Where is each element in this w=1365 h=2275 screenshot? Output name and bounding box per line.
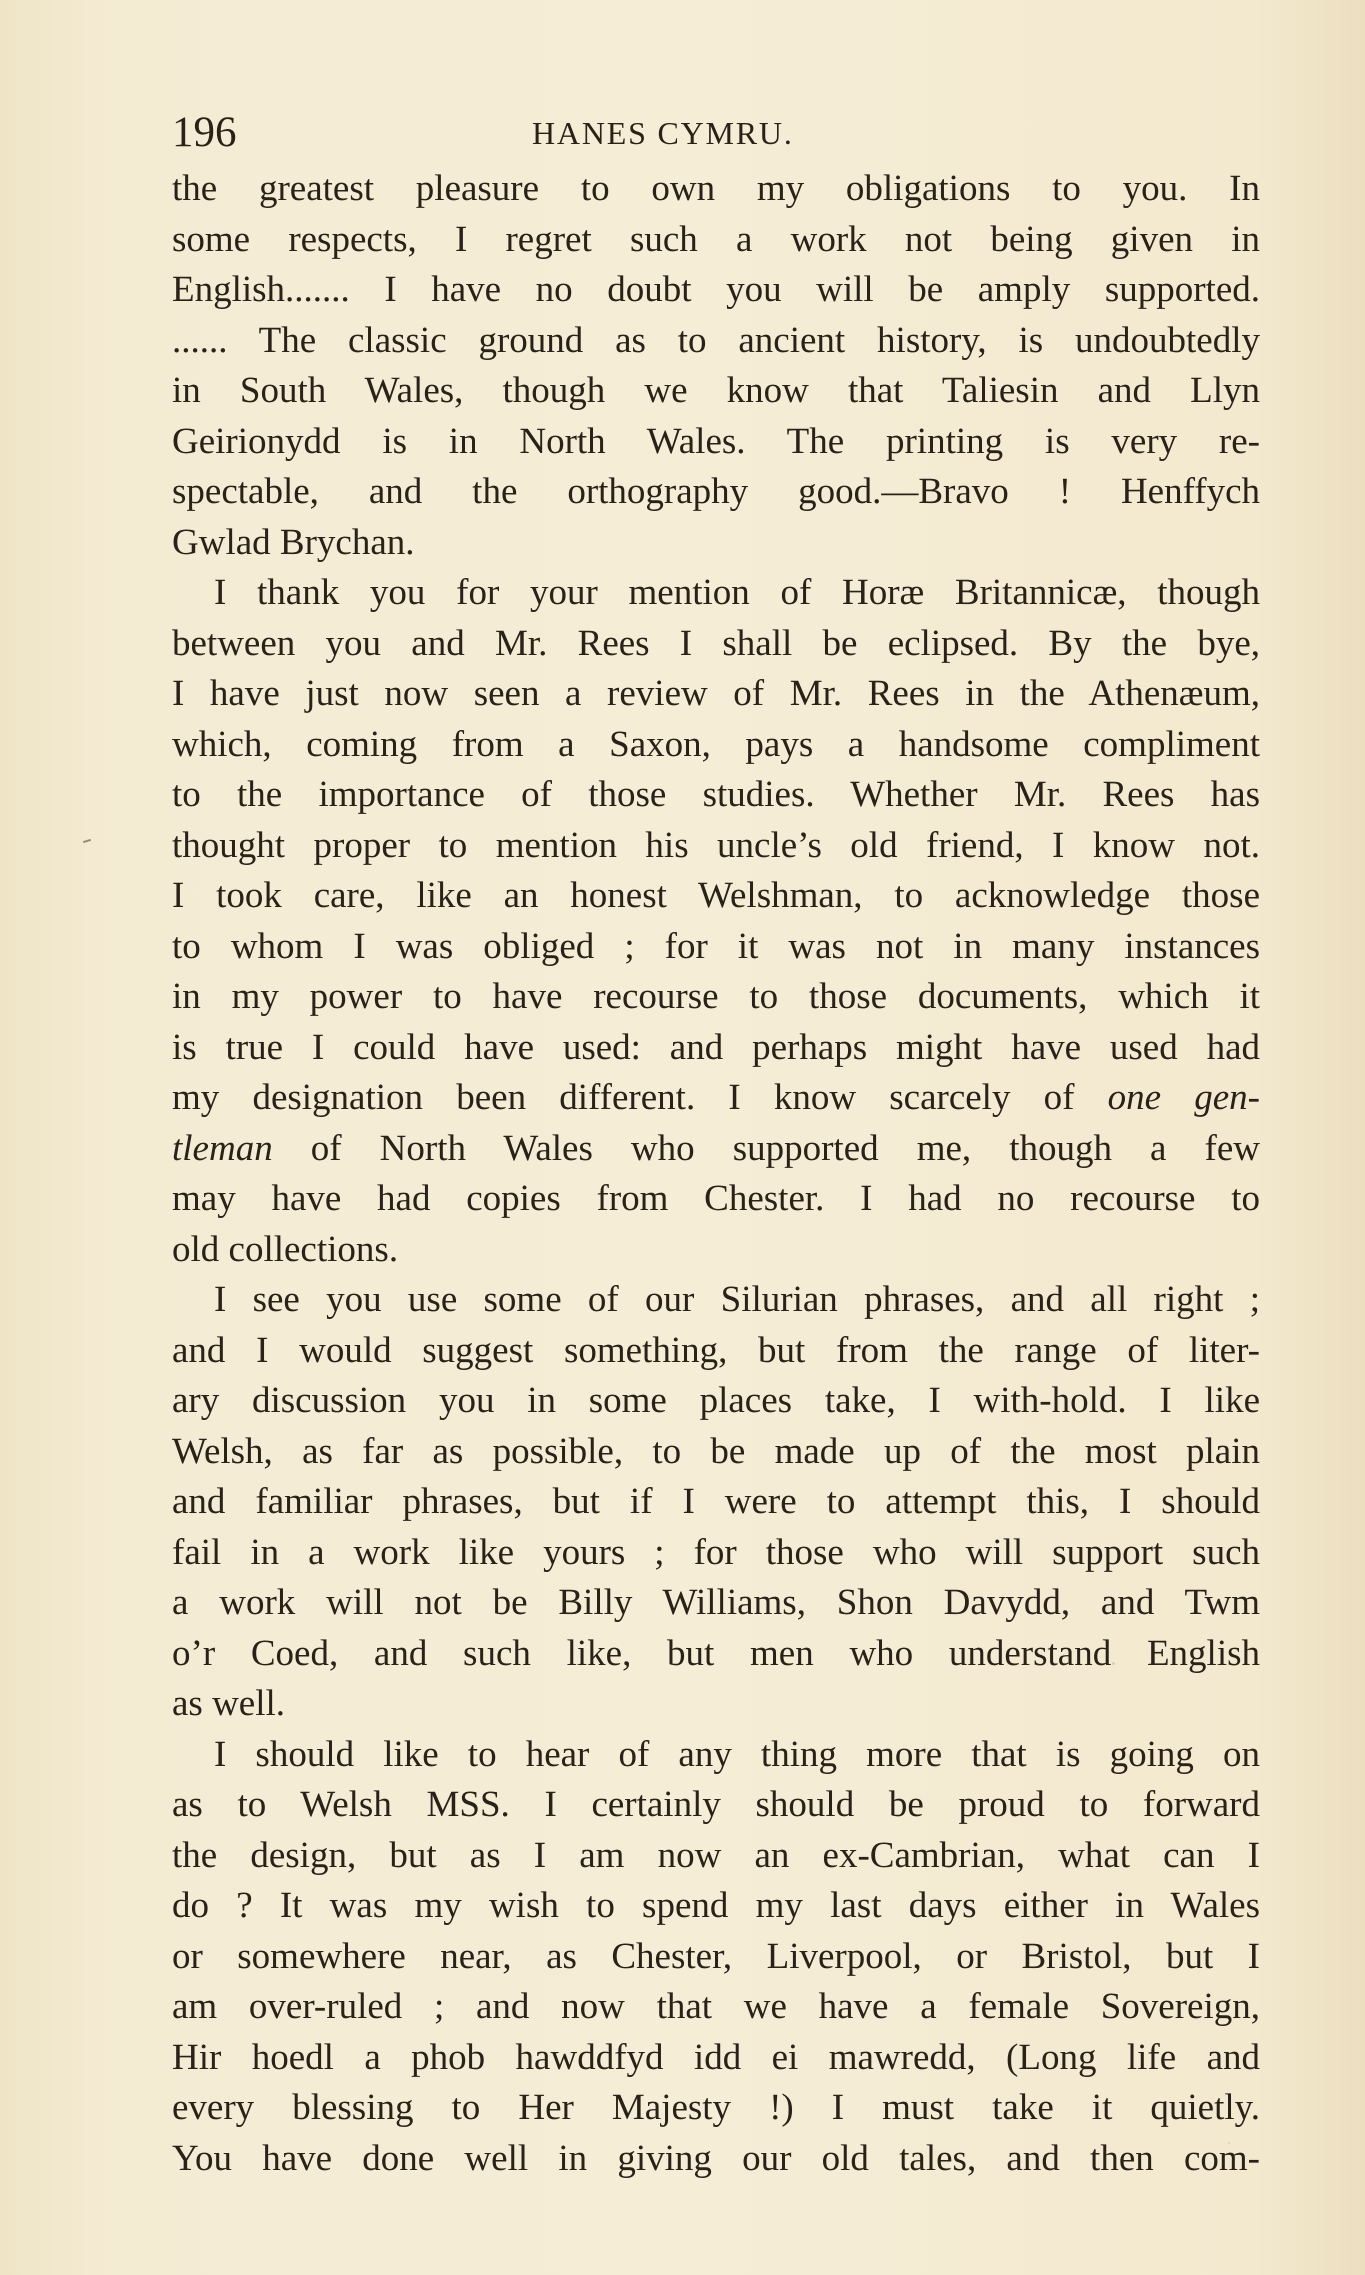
- paragraph-2-line-12-italic: tleman: [172, 1127, 273, 1169]
- paragraph-3-line-7: a work will not be Billy Williams, Shon Davydd, and Twm: [172, 1582, 1260, 1623]
- paragraph-3-line-5: and familiar phrases, but if I were to attempt this, I should: [172, 1481, 1260, 1522]
- page-body-text: [172, 164, 1260, 2184]
- paragraph-2-line-9: in my power to have recourse to those documents, which it: [172, 976, 1260, 1017]
- paper-speck: [1112, 1662, 1115, 1665]
- paragraph-2-line-11: [172, 1073, 1260, 1124]
- paragraph-4-line-6: am over-ruled ; and now that we have a female Sovereign,: [172, 1986, 1260, 2027]
- paragraph-4-line-9: You have done well in giving our old tales, and then com-: [172, 2137, 1260, 2179]
- text-line-8: Gwlad Brychan.: [172, 521, 415, 563]
- paragraph-2-line-7: I took care, like an honest Welshman, to acknowledge those: [172, 875, 1260, 916]
- text-line-6: Geirionydd is in North Wales. The printing is very re-: [172, 420, 1260, 462]
- paragraph-2-line-10: is true I could have used: and perhaps might have used had: [172, 1026, 1260, 1068]
- paragraph-3-line-9: as well.: [172, 1683, 286, 1724]
- paragraph-2-line-5: to the importance of those studies. Whether Mr. Rees has: [172, 774, 1260, 815]
- paragraph-4-line-4: do ? It was my wish to spend my last days either in Wales: [172, 1885, 1260, 1926]
- paragraph-3-line-1: I see you use some of our Silurian phrases, and all right ;: [214, 1279, 1260, 1320]
- margin-mark: [83, 839, 91, 843]
- text-line-3: English....... I have no doubt you will be amply supported.: [172, 269, 1260, 310]
- paragraph-2-line-12-roman: of North Wales who supported me, though a few: [310, 1127, 1261, 1169]
- paragraph-2-line-3: I have just now seen a review of Mr. Rees in the Athenæum,: [172, 673, 1260, 714]
- paper-speck: [1228, 2142, 1230, 2144]
- paragraph-4-line-8: every blessing to Her Majesty !) I must take it quietly.: [172, 2087, 1260, 2128]
- paragraph-4-line-2: as to Welsh MSS. I certainly should be proud to forward: [172, 1784, 1260, 1825]
- paragraph-3-line-8: o’r Coed, and such like, but men who understand English: [172, 1632, 1260, 1674]
- paragraph-2-line-8: to whom I was obliged ; for it was not in many instances: [172, 925, 1260, 967]
- paragraph-3-line-2: and I would suggest something, but from the range of liter-: [172, 1329, 1260, 1371]
- paragraph-2-line-4: which, coming from a Saxon, pays a handsome compliment: [172, 723, 1260, 765]
- text-line-4: ...... The classic ground as to ancient history, is undoubtedly: [172, 319, 1260, 361]
- text-line-5: in South Wales, though we know that Taliesin and Llyn: [172, 370, 1260, 411]
- paragraph-4-line-1: I should like to hear of any thing more that is going on: [214, 1733, 1260, 1775]
- text-line-2: some respects, I regret such a work not being given in: [172, 218, 1260, 260]
- paragraph-4-line-7: Hir hoedl a phob hawddfyd idd ei mawredd, (Long life and: [172, 2036, 1260, 2078]
- page-header: [172, 103, 1230, 163]
- text-line-1: the greatest pleasure to own my obligations to you. In: [172, 168, 1260, 209]
- paragraph-2-line-6: thought proper to mention his uncle’s old friend, I know not.: [172, 824, 1260, 866]
- paragraph-2-line-2: between you and Mr. Rees I shall be eclipsed. By the bye,: [172, 622, 1260, 664]
- paragraph-2-line-11-roman: my designation been different. I know scarcely of: [172, 1077, 1075, 1118]
- paragraph-2-line-13: may have had copies from Chester. I had no recourse to: [172, 1178, 1260, 1219]
- paragraph-3-line-4: Welsh, as far as possible, to be made up of the most plain: [172, 1430, 1260, 1472]
- paragraph-2-line-14: old collections.: [172, 1228, 399, 1270]
- running-title: HANES CYMRU.: [532, 115, 794, 151]
- paragraph-2-line-1: I thank you for your mention of Horæ Britannicæ, though: [214, 572, 1260, 613]
- paragraph-2-line-11-italic: one gen-: [1107, 1077, 1261, 1118]
- paper-speck: [185, 1900, 189, 1904]
- page-number: 196: [172, 109, 237, 156]
- text-line-7: spectable, and the orthography good.—Bravo ! Henffych: [172, 471, 1260, 512]
- paragraph-3-line-6: fail in a work like yours ; for those who will support such: [172, 1531, 1260, 1573]
- paragraph-4-line-5: or somewhere near, as Chester, Liverpool, or Bristol, but I: [172, 1935, 1260, 1977]
- paragraph-2-line-12: [172, 1124, 1260, 1175]
- paragraph-4-line-3: the design, but as I am now an ex-Cambrian, what can I: [172, 1834, 1260, 1876]
- paragraph-3-line-3: ary discussion you in some places take, I with-hold. I like: [172, 1380, 1260, 1421]
